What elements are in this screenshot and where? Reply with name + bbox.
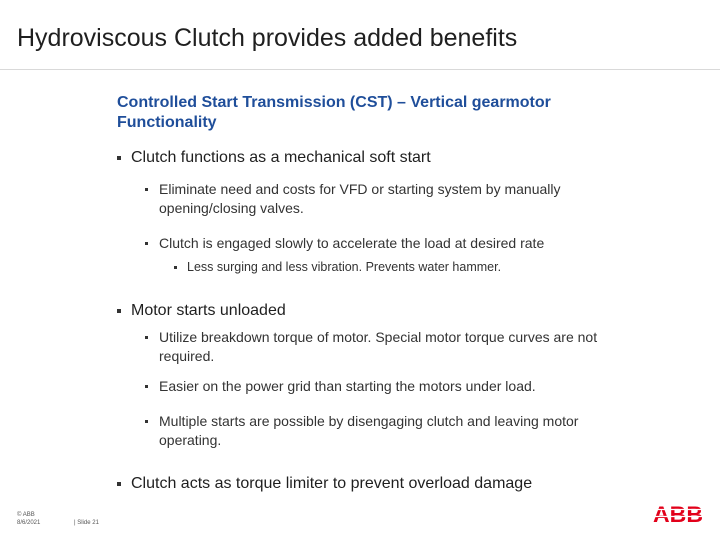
footer-copyright: © ABB (17, 512, 35, 518)
footer-date: 8/6/2021 (17, 520, 41, 526)
abb-logo (652, 503, 704, 524)
bullet-text: Clutch is engaged slowly to accelerate the load at desired rate (159, 235, 545, 251)
bullet-text: Less surging and less vibration. Prevents water hammer. (187, 260, 502, 274)
bullet-square-icon (117, 156, 121, 160)
bullet-power-grid (145, 377, 615, 396)
bullet-text: Clutch functions as a mechanical soft start (131, 149, 431, 166)
bullet-motor-unloaded (117, 301, 697, 321)
bullet-text: Utilize breakdown torque of motor. Special motor torque curves are not required. (159, 329, 598, 364)
bullet-square-icon (174, 266, 177, 269)
bullet-square-icon (145, 420, 148, 423)
bullet-square-icon (145, 336, 148, 339)
bullet-text: Easier on the power grid than starting the motors under load. (159, 378, 536, 394)
bullet-square-icon (117, 482, 121, 486)
slide-subtitle: Controlled Start Transmission (CST) – Vertical gearmotor Functionality (117, 94, 551, 131)
bullet-engaged-slowly (145, 234, 615, 253)
bullet-eliminate-vfd (145, 180, 615, 218)
bullet-multiple-starts (145, 412, 615, 450)
bullet-torque-limiter (117, 474, 697, 494)
title-divider (0, 69, 720, 70)
bullet-less-surging (174, 259, 634, 276)
bullet-soft-start (117, 148, 697, 168)
bullet-square-icon (117, 309, 121, 313)
bullet-text: Multiple starts are possible by disengaging clutch and leaving motor operating. (159, 413, 579, 448)
footer-slide-number: | Slide 21 (74, 520, 99, 526)
bullet-breakdown-torque (145, 328, 615, 366)
bullet-text: Motor starts unloaded (131, 302, 286, 319)
bullet-square-icon (145, 242, 148, 245)
bullet-text: Clutch acts as torque limiter to prevent overload damage (131, 475, 533, 492)
bullet-square-icon (145, 188, 148, 191)
bullet-square-icon (145, 385, 148, 388)
abb-logo-text: ABB (653, 503, 703, 524)
slide-title: Hydroviscous Clutch provides added benefits (17, 24, 518, 52)
bullet-text: Eliminate need and costs for VFD or starting system by manually opening/closing valves. (159, 181, 561, 216)
